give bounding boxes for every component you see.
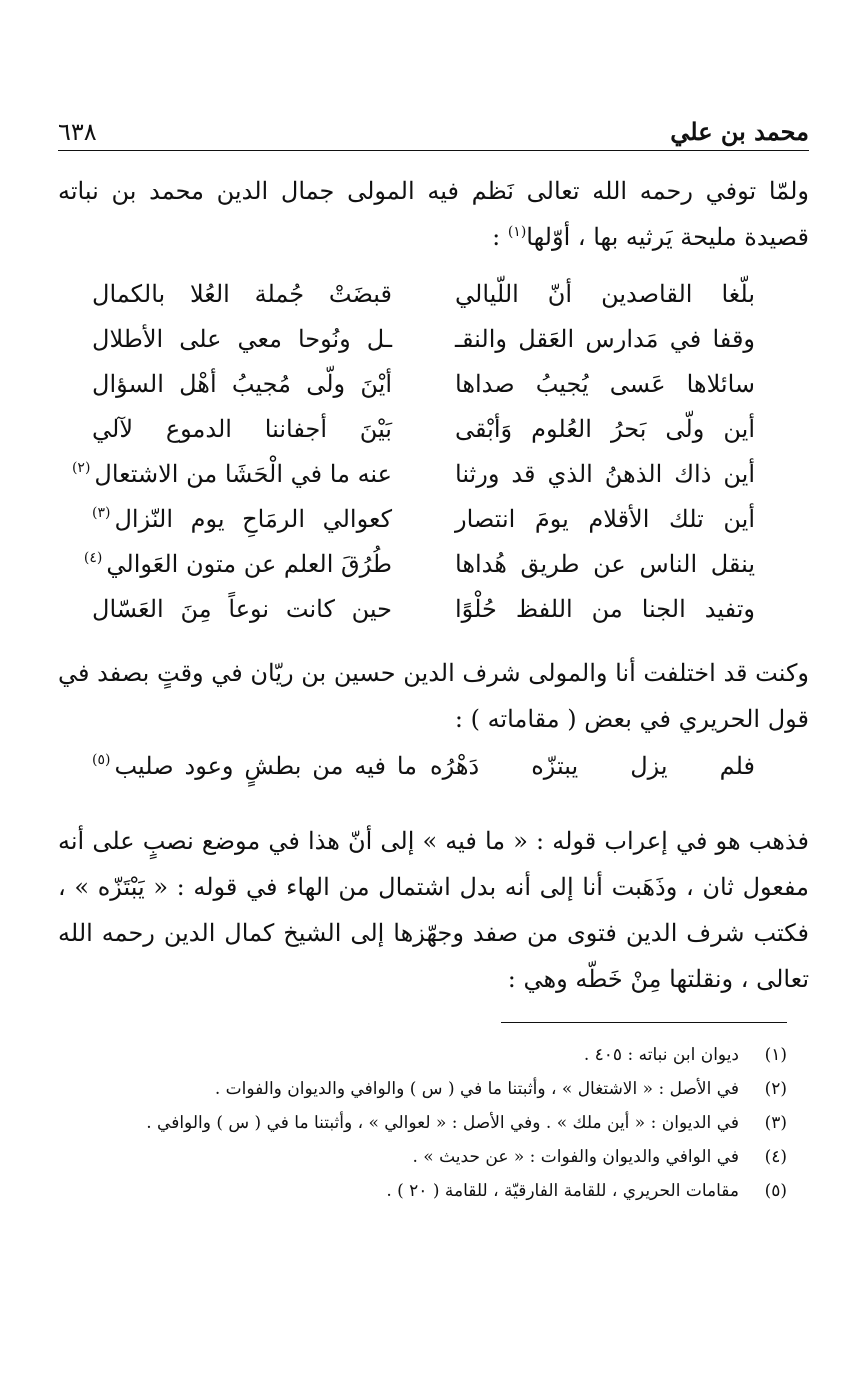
verse-second-text: كعوالي الرمَاحِ يوم النّزال <box>114 505 392 533</box>
footnote <box>80 1174 787 1208</box>
footnote <box>80 1038 787 1072</box>
footnote-ref: (٢) <box>71 460 91 476</box>
verse-second-hemistich <box>92 497 392 542</box>
verse-first-hemistich: سائلاها عَسى يُجيبُ صداها <box>455 370 755 398</box>
verse-second-text: أيْنَ ولّى مُجيبُ أهْل السؤال <box>92 370 392 398</box>
verse-second-hemistich <box>92 407 392 452</box>
quoted-first-hemistich: فلم يزل يبتزّه دَهْرُه <box>430 752 755 780</box>
footnote-ref: (١) <box>507 224 527 240</box>
verse-second-text: قبضَتْ جُملة العُلا بالكمال <box>92 280 392 308</box>
verse-second-text: ـل ونُوحا معي على الأطلال <box>92 325 392 353</box>
footnote-ref: (٣) <box>92 505 111 521</box>
footnote-number: (١) <box>764 1045 787 1065</box>
verse-second-text: حين كانت نوعاً مِنَ العَسّال <box>92 595 392 623</box>
footnote <box>80 1106 787 1140</box>
poem-verse <box>83 542 755 587</box>
quoted-second-text: ما فيه من بطشٍ وعود صليب <box>114 752 417 780</box>
verse-first-hemistich: ينقل الناس عن طريق هُداها <box>455 550 755 578</box>
fatwa-paragraph: فذهب هو في إعراب قوله : « ما فيه » إلى أنّ هذا في موضع نصبٍ على أنه مفعول ثان ، وذَهَبت أنا إلى أنه بدل اشتمال من الهاء في قوله : « يَبْتَزّه » ، فكتب شرف الدين فتوى من صفد وجهّزها إلى الشيخ كمال الدين رحمه الله تعالى ، ونقلتها مِنْ خَطّه وهي : <box>58 827 809 993</box>
footnote-text: في الأصل : « الاشتغال » ، وأثبتنا ما في ( س ) والوافي والديوان والفوات . <box>214 1079 739 1099</box>
elegy-poem <box>71 272 755 632</box>
verse-second-hemistich <box>92 317 392 362</box>
verse-second-text: طُرُقَ العلم عن متون العَوالي <box>106 550 392 578</box>
footnote-number: (٥) <box>764 1181 787 1201</box>
verse-first-hemistich: وتفيد الجنا من اللفظ حُلْوًا <box>455 595 755 623</box>
footnote-divider <box>501 1022 787 1023</box>
poem-verse <box>92 362 755 407</box>
poem-verse <box>71 452 755 497</box>
verse-second-hemistich <box>92 587 392 632</box>
verse-first-hemistich: بلّغا القاصدين أنّ اللّيالي <box>455 280 755 308</box>
verse-first-hemistich: أين تلك الأقلام يومَ انتصار <box>455 505 755 533</box>
verse-first-hemistich: أين ولّى بَحرُ العُلوم وَأبْقى <box>455 415 755 443</box>
intro-paragraph <box>58 168 809 260</box>
footnote <box>80 1140 787 1174</box>
footnotes <box>80 1038 787 1208</box>
poem-verse <box>92 497 755 542</box>
poem-verse <box>92 317 755 362</box>
intro-text: ولمّا توفي رحمه الله تعالى نَظم فيه المولى جمال الدين محمد بن نباته قصيدة مليحة يَرثيه بها ، أوّلها <box>58 177 809 251</box>
poem-verse <box>92 272 755 317</box>
page-number: ٦٣٨ <box>58 118 97 146</box>
footnote-number: (٤) <box>764 1147 787 1167</box>
verse-second-hemistich <box>83 542 392 587</box>
verse-first-hemistich: أين ذاك الذهنُ الذي قد ورثنا <box>455 460 755 488</box>
footnote-text: في الديوان : « أين ملك » . وفي الأصل : « لعوالي » ، وأثبتنا ما في ( س ) والوافي . <box>146 1113 739 1133</box>
poem-verse <box>92 587 755 632</box>
intro-colon: : <box>492 223 508 251</box>
footnote-text: ديوان ابن نباته : ٤٠٥ . <box>583 1045 739 1065</box>
footnote-ref: (٥) <box>92 752 111 768</box>
middle-paragraph: وكنت قد اختلفت أنا والمولى شرف الدين حسين بن ريّان في وقتٍ بصفد في قول الحريري في بعض ( مقاماته ) : <box>58 659 809 733</box>
footnote-ref: (٤) <box>83 550 103 566</box>
footnote-number: (٣) <box>764 1113 787 1133</box>
footnote <box>80 1072 787 1106</box>
verse-first-hemistich: وقفا في مَدارس العَقل والنقـ <box>455 325 755 353</box>
verse-second-hemistich <box>92 272 392 317</box>
verse-second-hemistich <box>71 452 392 497</box>
quoted-second-hemistich <box>92 744 417 793</box>
verse-second-text: عنه ما في الْحَشَا من الاشتعال <box>94 460 392 488</box>
header-title: محمد بن علي <box>670 117 809 146</box>
footnote-number: (٢) <box>764 1079 787 1099</box>
verse-second-text: بَيْنَ أجفاننا الدموع لآلي <box>92 415 392 443</box>
poem-verse <box>92 407 755 452</box>
verse-second-hemistich <box>92 362 392 407</box>
running-header <box>58 112 809 151</box>
quoted-verse <box>92 744 755 793</box>
footnote-text: مقامات الحريري ، للقامة الفارقيّة ، للقامة ( ٢٠ ) . <box>386 1181 739 1201</box>
footnote-text: في الوافي والديوان والفوات : « عن حديث » . <box>412 1147 739 1167</box>
